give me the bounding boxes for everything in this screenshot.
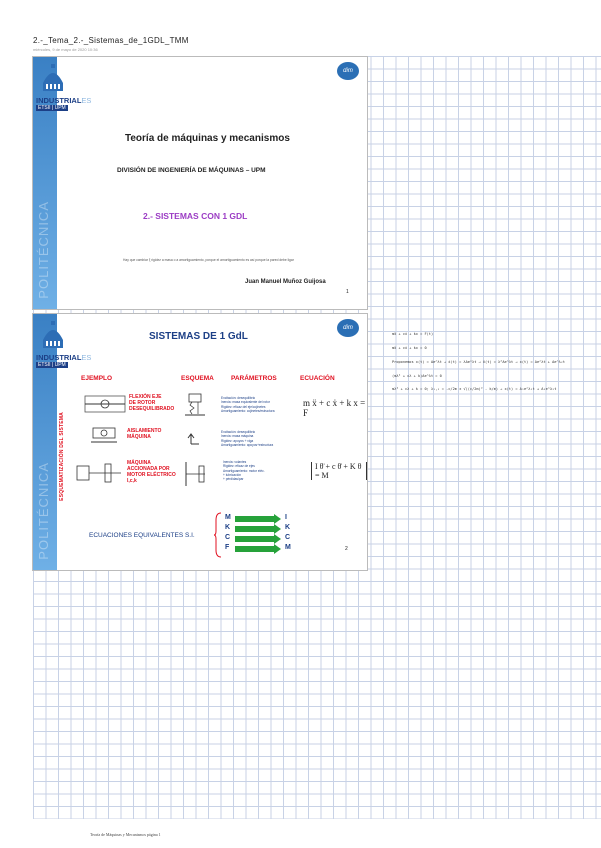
left-brace-icon	[214, 512, 222, 558]
handwritten-equation: mẍ + cẋ + kx = 0	[392, 346, 427, 350]
dim-badge-logo: dim	[337, 62, 359, 80]
topic-subtitle: 2.- SISTEMAS CON 1 GDL	[143, 211, 248, 221]
handwritten-note: Hay que cambiar ξ rigidez a masa o a amortiguamiento, porque el amortiguamiento es así porque la pared debe ligar	[123, 258, 294, 262]
equiv-right-letter: I	[285, 514, 287, 521]
equivalence-arrow	[235, 536, 275, 542]
slide-sidebar	[33, 57, 57, 309]
example-rotor-flexion: FLEXIÓN EJE DE ROTOR DESEQUILIBRADO	[129, 394, 175, 412]
motor-driven-machine-sketch-icon	[75, 460, 123, 486]
page-footer: Teoría de Máquinas y Mecanismos página 1	[90, 832, 161, 837]
equiv-right-letter: M	[285, 544, 291, 551]
column-header-parameters: PARÁMETROS	[231, 375, 277, 382]
rotational-equation: I θ̈ + c θ̇ + K θ = M	[311, 462, 367, 480]
equiv-left-letter: C	[225, 534, 231, 541]
equiv-left-letter: F	[225, 544, 230, 551]
translational-equation: m ẍ + c ẋ + k x = F	[303, 398, 366, 418]
handwritten-equation: Proponemos x(t) = Ae^λt → ẋ(t) = λAe^λt → ẍ(t) = λ²Ae^λt → x(t) = Ae^λt + Ae^λ₂t	[392, 360, 566, 364]
support-arrow-icon	[187, 432, 201, 446]
system-schematization-label: ESQUEMATIZACIÓN DEL SISTEMA	[59, 412, 65, 501]
equivalence-arrow	[235, 546, 275, 552]
equivalence-arrow	[235, 526, 275, 532]
equivalence-arrow	[235, 516, 275, 522]
brand-sub: ETSII | UPM	[38, 362, 66, 368]
params-machine: Excitación: desequilibrio Inercia: masa máquina Rigidez: apoyos + viga Amortiguamiento: apoyos+estructura	[221, 430, 274, 447]
equiv-left-letter: K	[225, 524, 231, 531]
brand-name: INDUSTRIALES	[36, 96, 92, 105]
mass-spring-damper-icon	[183, 392, 207, 418]
author-name: Juan Manuel Muñoz Guijosa	[245, 279, 326, 285]
equiv-right-letter: C	[285, 534, 291, 541]
params-rotor: Excitación: desequilibrio Inercia: masa equivalente del rotor Rigidez: eficaz del eje/cojinetes Amortiguamiento: cojinetes/estructura	[221, 396, 275, 413]
example-machine-isolation: AISLAMIENTO MÁQUINA	[127, 428, 162, 440]
dim-badge-logo: dim	[337, 319, 359, 337]
equiv-right-letter: K	[285, 524, 291, 531]
equiv-left-letter: M	[225, 514, 231, 521]
torsional-system-icon	[183, 460, 209, 488]
column-header-example: EJEMPLO	[81, 375, 113, 382]
column-header-scheme: ESQUEMA	[181, 375, 214, 382]
handwritten-equation: (mλ² + cλ + k)Ae^λt = 0	[392, 374, 442, 378]
slide-2[interactable]	[33, 314, 367, 570]
course-title: Teoría de máquinas y mecanismos	[125, 133, 290, 144]
slide-1[interactable]	[33, 57, 367, 309]
sidebar-word: POLITÉCNICA	[36, 201, 51, 299]
sidebar-word: POLITÉCNICA	[36, 462, 51, 560]
machine-isolation-sketch-icon	[89, 424, 119, 446]
slide-page-number: 2	[345, 546, 348, 552]
document-date: miércoles, 9 de mayo de 2020 10:36	[33, 47, 98, 52]
university-dome-logo	[39, 320, 67, 350]
example-motor-machine: MÁQUINA ACCIONADA POR MOTOR ELÉCTRICO I,c,k	[127, 460, 176, 484]
column-header-equation: ECUACIÓN	[300, 375, 335, 382]
division-heading: DIVISIÓN DE INGENIERÍA DE MÁQUINAS – UPM	[117, 167, 266, 174]
document-title: 2.-_Tema_2.-_Sistemas_de_1GDL_TMM	[33, 36, 189, 45]
params-motor: Inercia: volantes Rigidez: eficaz de ejes Amortiguamiento: motor eléc. + lubricación + pérdidas/par	[223, 460, 265, 482]
slide-page-number: 1	[346, 289, 349, 295]
slide-title: SISTEMAS DE 1 GdL	[149, 331, 248, 342]
brand-sub: ETSII | UPM	[38, 105, 66, 111]
university-dome-logo	[39, 63, 67, 93]
brand-name: INDUSTRIALES	[36, 353, 92, 362]
handwritten-equation: mẍ + cẋ + kx = F(t)	[392, 332, 434, 336]
handwritten-equation: mλ² + cλ + k = 0; λ₁,₂ = -c/2m ± √((c/2m)² - k/m) → x(t) = A₁e^λ₁t + A₂e^λ₂t	[392, 387, 557, 391]
equivalent-equations-label: ECUACIONES EQUIVALENTES S.I.	[89, 532, 195, 539]
rotor-sketch-icon	[83, 392, 127, 416]
